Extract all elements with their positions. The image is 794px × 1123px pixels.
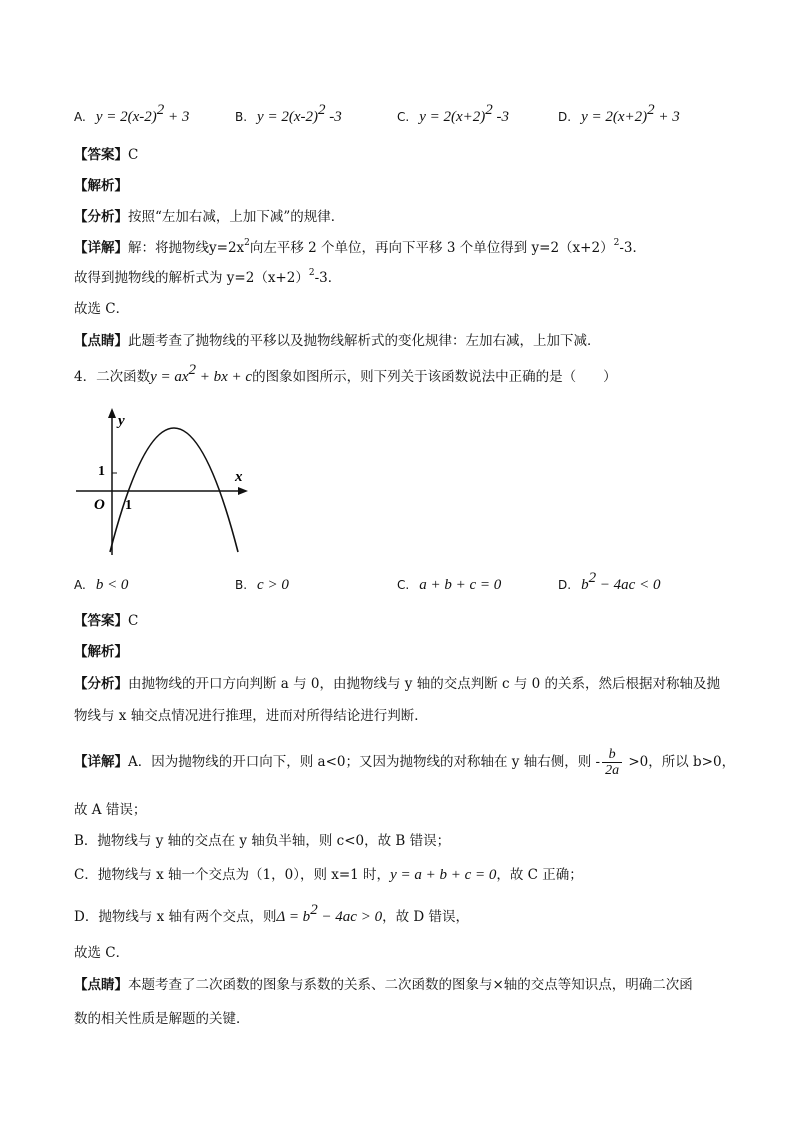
q3-option-a: A. $y = 2(x-2)^2 + 3$ <box>74 102 190 125</box>
q4-c-line: C．抛物线与 x 轴一个交点为（1，0），则 x=1 时，y = a + b + c = 0，故 C 正确； <box>74 867 583 883</box>
x-one-label: 1 <box>125 498 132 513</box>
q4-fenxi-line-2: 物线与 x 轴交点情况进行推理，进而对所得结论进行判断． <box>74 708 428 724</box>
q4-answer-line: 【答案】C <box>74 613 139 629</box>
q4-option-d: D. $b^2 - 4ac < 0$ <box>558 570 661 593</box>
q4-b-line: B．抛物线与 y 轴的交点在 y 轴负半轴，则 c<0，故 B 错误； <box>74 833 451 849</box>
minus-b-over-2a-fraction: $\frac{b}{2a}$ <box>602 747 622 778</box>
parabola-curve <box>110 428 238 552</box>
q3-option-c: C. $y = 2(x+2)^2$ -3 <box>397 102 510 125</box>
y-axis-label: y <box>118 413 125 429</box>
q4-a-conclusion: 故 A 错误； <box>74 802 147 818</box>
x-axis-label: x <box>235 469 243 485</box>
q4-fenxi-line-1: 【分析】由抛物线的开口方向判断 a 与 0，由抛物线与 y 轴的交点判断 c 与 0 的关系，然后根据对称轴及抛 <box>74 676 721 692</box>
q4-dianjing-line-1: 【点睛】本题考查了二次函数的图象与系数的关系、二次函数的图象与×轴的交点等知识点，明确二次函 <box>74 977 693 993</box>
q4-option-a: A. b < 0 <box>74 577 129 593</box>
origin-label: O <box>94 497 105 513</box>
y-one-label: 1 <box>98 464 105 479</box>
q4-analysis-heading: 【解析】 <box>74 644 128 660</box>
q4-xiangjie-line: 【详解】A．因为抛物线的开口向下，则 a<0；又因为抛物线的对称轴在 y 轴右侧，则 - $\frac{b}{2a}$ >0，所以 b>0， <box>74 747 736 778</box>
q4-parabola-graph <box>70 405 260 560</box>
q4-option-c: C. a + b + c = 0 <box>397 577 502 593</box>
x-axis <box>76 487 248 495</box>
q3-dianjing-line: 【点睛】此题考查了抛物线的平移以及抛物线解析式的变化规律：左加右减，上加下减． <box>74 333 601 349</box>
q3-xiangjie-line: 【详解】解：将抛物线$y=2x^2$向左平移 2 个单位，再向下平移 3 个单位得到 $y=2(x+2)^2-3$． <box>74 238 646 256</box>
q4-stem: 4．二次函数$y = ax^2$ + bx + c的图象如图所示，则下列关于该函数说法中正确的是（ ） <box>74 362 617 385</box>
q3-option-d: D. $y = 2(x+2)^2 + 3$ <box>558 102 680 125</box>
q3-result-line: 故得到抛物线的解析式为 $y=2(x+2)^2-3$． <box>74 268 342 286</box>
q3-analysis-heading: 【解析】 <box>74 178 128 194</box>
q4-d-line: D．抛物线与 x 轴有两个交点，则$\Delta = b^2 - 4ac > 0$，故 D 错误， <box>74 902 469 925</box>
q3-answer-line: 【答案】C <box>74 147 139 163</box>
q3-choose-line: 故选 C． <box>74 301 130 317</box>
q4-dianjing-line-2: 数的相关性质是解题的关键． <box>74 1011 250 1027</box>
q4-choose-line: 故选 C． <box>74 945 130 961</box>
q3-fenxi-line: 【分析】按照“左加右减，上加下减”的规律． <box>74 209 345 225</box>
q4-option-b: B. c > 0 <box>235 577 289 593</box>
q3-option-b: B. $y = 2(x-2)^2$ -3 <box>235 102 342 125</box>
